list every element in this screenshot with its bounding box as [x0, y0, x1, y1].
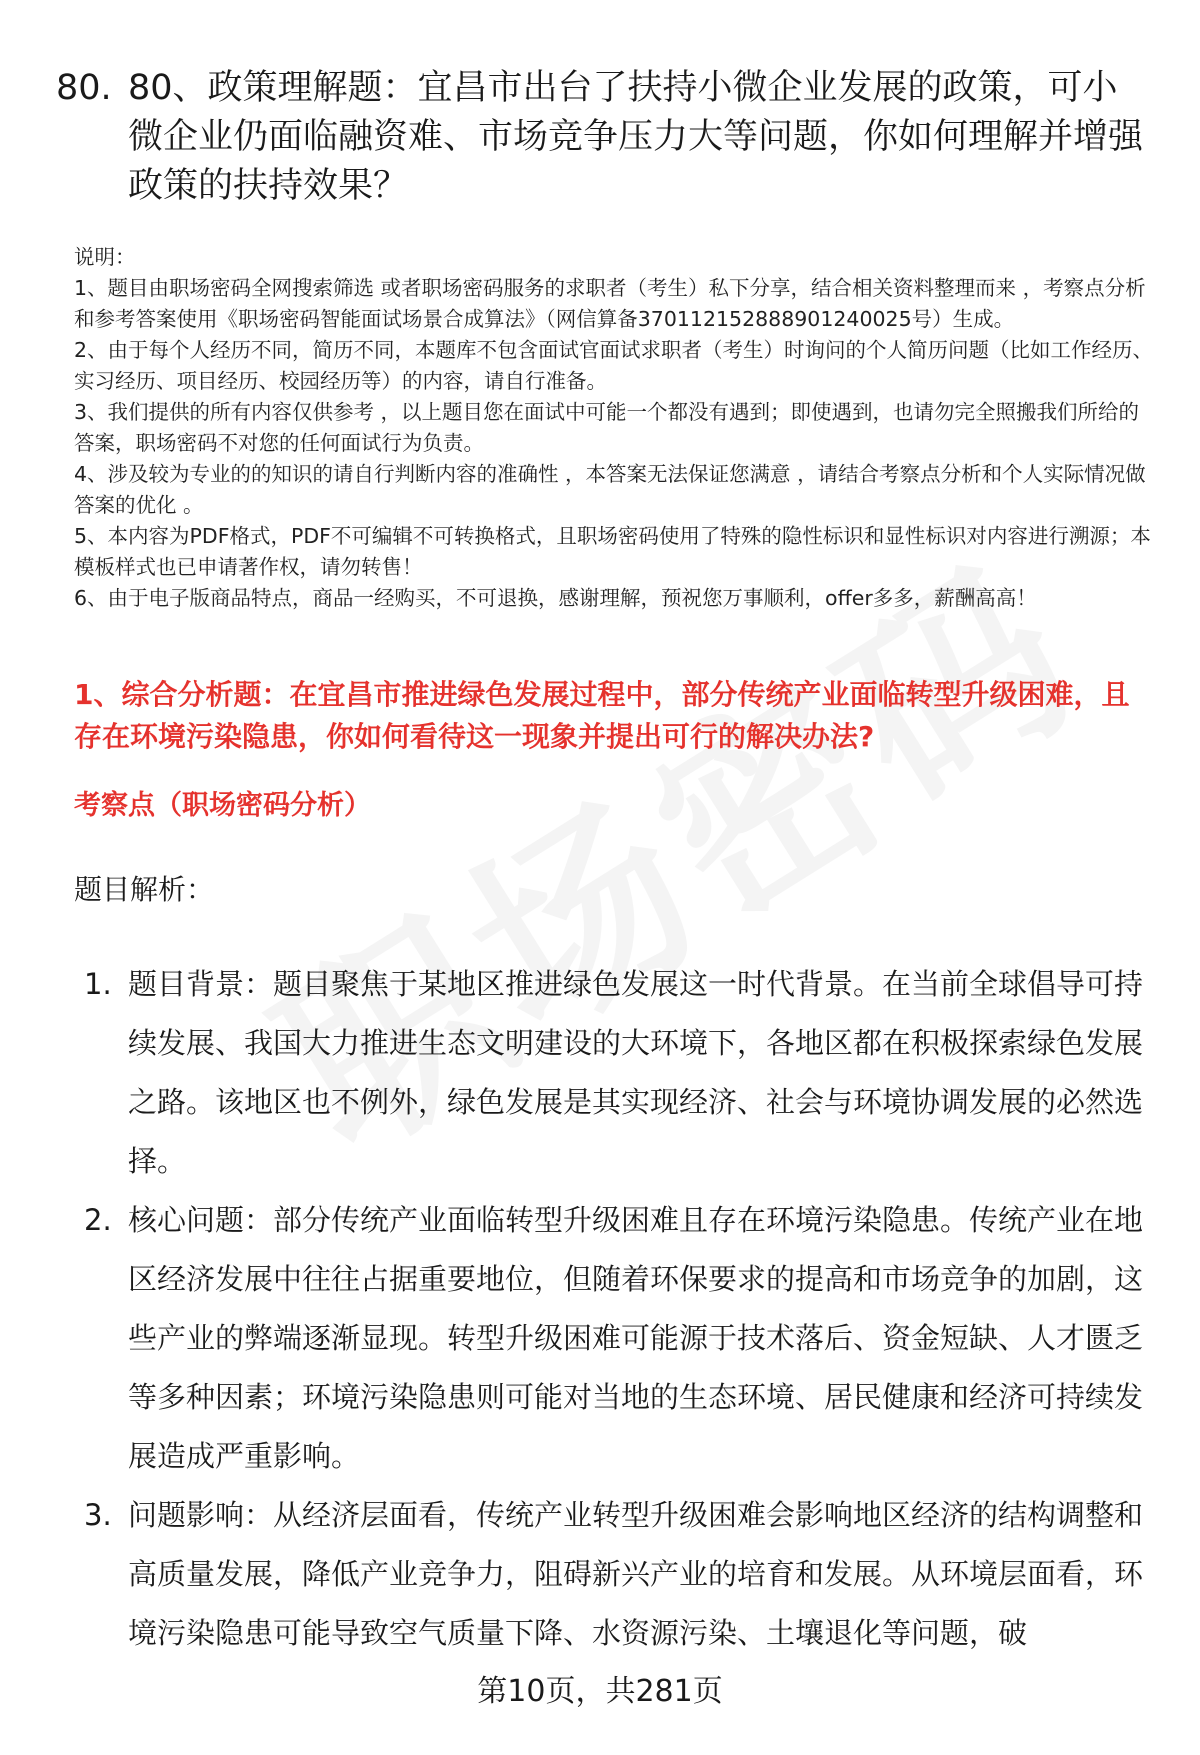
list-item-text: 题目背景：题目聚焦于某地区推进绿色发展这一时代背景。在当前全球倡导可持续发展、我国大力推进生态文明建设的大环境下，各地区都在积极探索绿色发展之路。该地区也不例外，绿色发展是其实现经济、社会与环境协调发展的必然选择。 [128, 967, 1144, 1178]
list-item [84, 955, 1144, 1191]
analysis-heading: 题目解析： [74, 873, 215, 906]
list-item [84, 1486, 1144, 1663]
list-item-text: 核心问题：部分传统产业面临转型升级困难且存在环境污染隐患。传统产业在地区经济发展中往往占据重要地位，但随着环保要求的提高和市场竞争的加剧，这些产业的弊端逐渐显现。转型升级困难可能源于技术落后、资金短缺、人才匮乏等多种因素；环境污染隐患则可能对当地的生态环境、居民健康和经济可持续发展造成严重影响。 [128, 1203, 1144, 1473]
note-item: 1、题目由职场密码全网搜索筛选 或者职场密码服务的求职者（考生）私下分享，结合相关资料整理而来 ，考察点分析和参考答案使用《职场密码智能面试场景合成算法》（网信算备370112152888901240025号）生成。 [74, 276, 1146, 331]
note-item: 6、由于电子版商品特点，商品一经购买，不可退换，感谢理解，预祝您万事顺利，offer多多，薪酬高高！ [74, 586, 1037, 610]
question-text: 80、政策理解题：宜昌市出台了扶持小微企业发展的政策，可小微企业仍面临融资难、市场竞争压力大等问题，你如何理解并增强政策的扶持效果？ [128, 68, 1144, 206]
note-item: 3、我们提供的所有内容仅供参考 ，以上题目您在面试中可能一个都没有遇到；即使遇到，也请勿完全照搬我们所给的答案，职场密码不对您的任何面试行为负责。 [74, 400, 1140, 455]
section-subtitle: 考察点（职场密码分析） [74, 790, 371, 821]
list-item-number: 3. [84, 1498, 112, 1532]
notes-heading: 说明： [74, 245, 136, 269]
question-header [56, 64, 1146, 211]
page-footer: 第10页，共281页 [477, 1674, 723, 1709]
list-item-number: 1. [84, 967, 112, 1001]
notes-block [74, 242, 1154, 614]
list-item-number: 2. [84, 1203, 112, 1237]
section-title: 1、综合分析题：在宜昌市推进绿色发展过程中，部分传统产业面临转型升级困难，且存在环境污染隐患，你如何看待这一现象并提出可行的解决办法? [74, 678, 1130, 753]
list-item-text: 问题影响：从经济层面看，传统产业转型升级困难会影响地区经济的结构调整和高质量发展，降低产业竞争力，阻碍新兴产业的培育和发展。从环境层面看，环境污染隐患可能导致空气质量下降、水资源污染、土壤退化等问题，破 [128, 1498, 1144, 1650]
note-item: 2、由于每个人经历不同，简历不同，本题库不包含面试官面试求职者（考生）时询问的个人简历问题（比如工作经历、实习经历、项目经历、校园经历等）的内容，请自行准备。 [74, 338, 1154, 393]
list-item [84, 1191, 1144, 1486]
question-number: 80. [56, 68, 112, 108]
note-item: 5、本内容为PDF格式，PDF不可编辑不可转换格式，且职场密码使用了特殊的隐性标识和显性标识对内容进行溯源；本模板样式也已申请著作权，请勿转售！ [74, 524, 1151, 579]
analysis-list [84, 955, 1144, 1663]
note-item: 4、涉及较为专业的的知识的请自行判断内容的准确性 ，本答案无法保证您满意 ，请结合考察点分析和个人实际情况做答案的优化 。 [74, 462, 1146, 517]
